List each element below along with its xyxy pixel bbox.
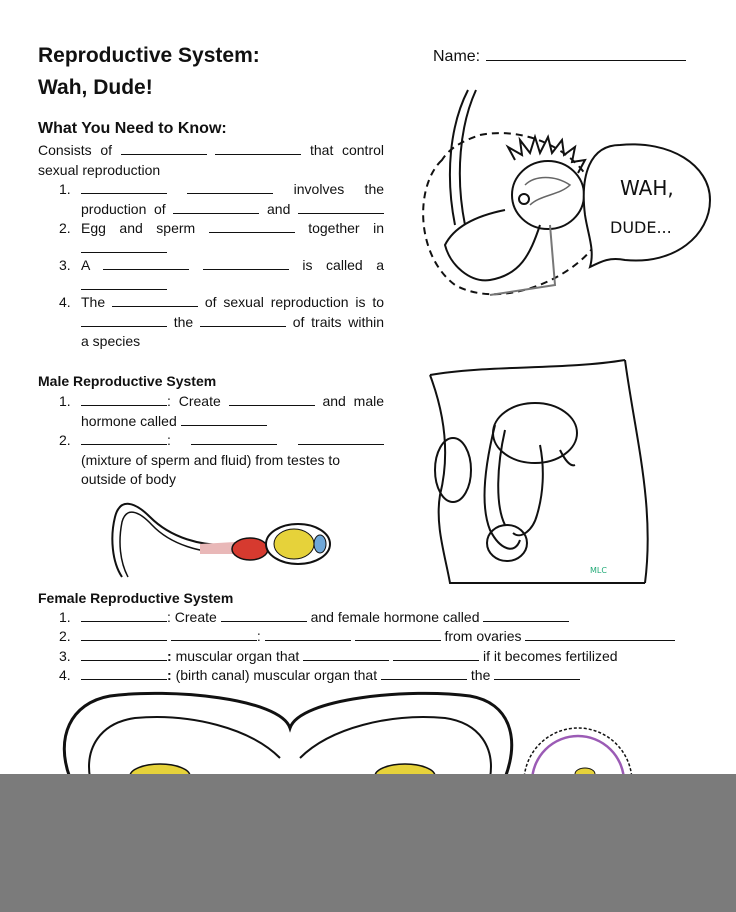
testis xyxy=(487,525,527,561)
blank[interactable] xyxy=(171,628,257,641)
blank[interactable] xyxy=(191,432,277,445)
blank[interactable] xyxy=(355,628,441,641)
name-blank[interactable] xyxy=(486,45,686,61)
blank[interactable] xyxy=(265,628,351,641)
name-field xyxy=(433,45,686,66)
title-line-2: Wah, Dude! xyxy=(38,76,153,99)
need-item-4: 4. The of sexual reproduction is to the of traits within a species xyxy=(59,294,385,349)
blank[interactable] xyxy=(229,393,315,406)
female-item-1: 1. : Create and female hormone called xyxy=(81,608,701,628)
need-to-know-intro: Consists of that control sexual reproduction xyxy=(38,142,385,178)
name-label: Name: xyxy=(433,48,481,65)
blank[interactable] xyxy=(298,432,384,445)
female-item-4: 4. : (birth canal) muscular organ that the xyxy=(81,666,701,686)
artist-mark: MLC xyxy=(590,566,607,575)
sperm-illustration xyxy=(100,492,340,582)
scan-footer-band xyxy=(0,774,736,912)
page-title xyxy=(38,40,260,104)
blank[interactable] xyxy=(209,220,295,233)
need-to-know-heading: What You Need to Know: xyxy=(38,120,227,137)
speech-line-1: WAH, xyxy=(620,176,674,200)
blank[interactable] xyxy=(298,201,384,214)
bladder xyxy=(493,403,577,463)
need-item-2: 2. Egg and sperm together in xyxy=(81,219,384,258)
blank[interactable] xyxy=(173,201,259,214)
blank[interactable] xyxy=(81,393,167,406)
female-anatomy-illustration xyxy=(50,688,520,778)
blank[interactable] xyxy=(81,432,167,445)
blank[interactable] xyxy=(103,257,189,270)
penis xyxy=(435,438,471,502)
blank[interactable] xyxy=(112,294,198,307)
blank[interactable] xyxy=(215,142,301,155)
need-item-3: 3. A is called a xyxy=(81,256,384,295)
body-outline xyxy=(430,360,625,375)
blank[interactable] xyxy=(81,181,167,194)
blank[interactable] xyxy=(393,648,479,661)
need-item-1: 1. involves the production of and xyxy=(59,181,385,217)
female-item-3: 3. : muscular organ that if it becomes fertilized xyxy=(59,648,618,664)
blank[interactable] xyxy=(81,667,167,680)
baby-illustration xyxy=(410,85,730,315)
blank[interactable] xyxy=(81,240,167,253)
blank[interactable] xyxy=(81,609,167,622)
blank[interactable] xyxy=(494,667,580,680)
sperm-nucleus xyxy=(274,529,314,559)
sperm-midpiece-link xyxy=(200,542,235,554)
blank[interactable] xyxy=(203,257,289,270)
blank[interactable] xyxy=(483,609,569,622)
male-item-2: 2. : (mixture of sperm and fluid) from testes to outside of body xyxy=(81,431,384,490)
blank[interactable] xyxy=(525,628,675,641)
blank[interactable] xyxy=(81,648,167,661)
male-heading: Male Reproductive System xyxy=(38,373,217,389)
blank[interactable] xyxy=(81,628,167,641)
blank[interactable] xyxy=(181,413,267,426)
blank[interactable] xyxy=(121,142,207,155)
uterus-outline xyxy=(64,693,511,778)
blank[interactable] xyxy=(221,609,307,622)
female-heading: Female Reproductive System xyxy=(38,590,234,606)
sperm-midpiece xyxy=(232,538,268,560)
female-item-2: 2. : from ovaries xyxy=(81,627,701,647)
acrosome xyxy=(314,535,326,553)
blank[interactable] xyxy=(81,277,167,290)
egg-illustration xyxy=(510,712,645,782)
blank[interactable] xyxy=(81,314,167,327)
umbilical-cord xyxy=(450,90,468,225)
speech-line-2: DUDE... xyxy=(610,218,672,237)
blank[interactable] xyxy=(303,648,389,661)
title-line-1: Reproductive System: xyxy=(38,44,260,67)
speech-bubble xyxy=(584,144,710,267)
blank[interactable] xyxy=(200,314,286,327)
male-anatomy-illustration xyxy=(425,355,735,590)
blank[interactable] xyxy=(187,181,273,194)
blank[interactable] xyxy=(381,667,467,680)
male-item-1: 1. : Create and male hormone called xyxy=(59,393,384,429)
